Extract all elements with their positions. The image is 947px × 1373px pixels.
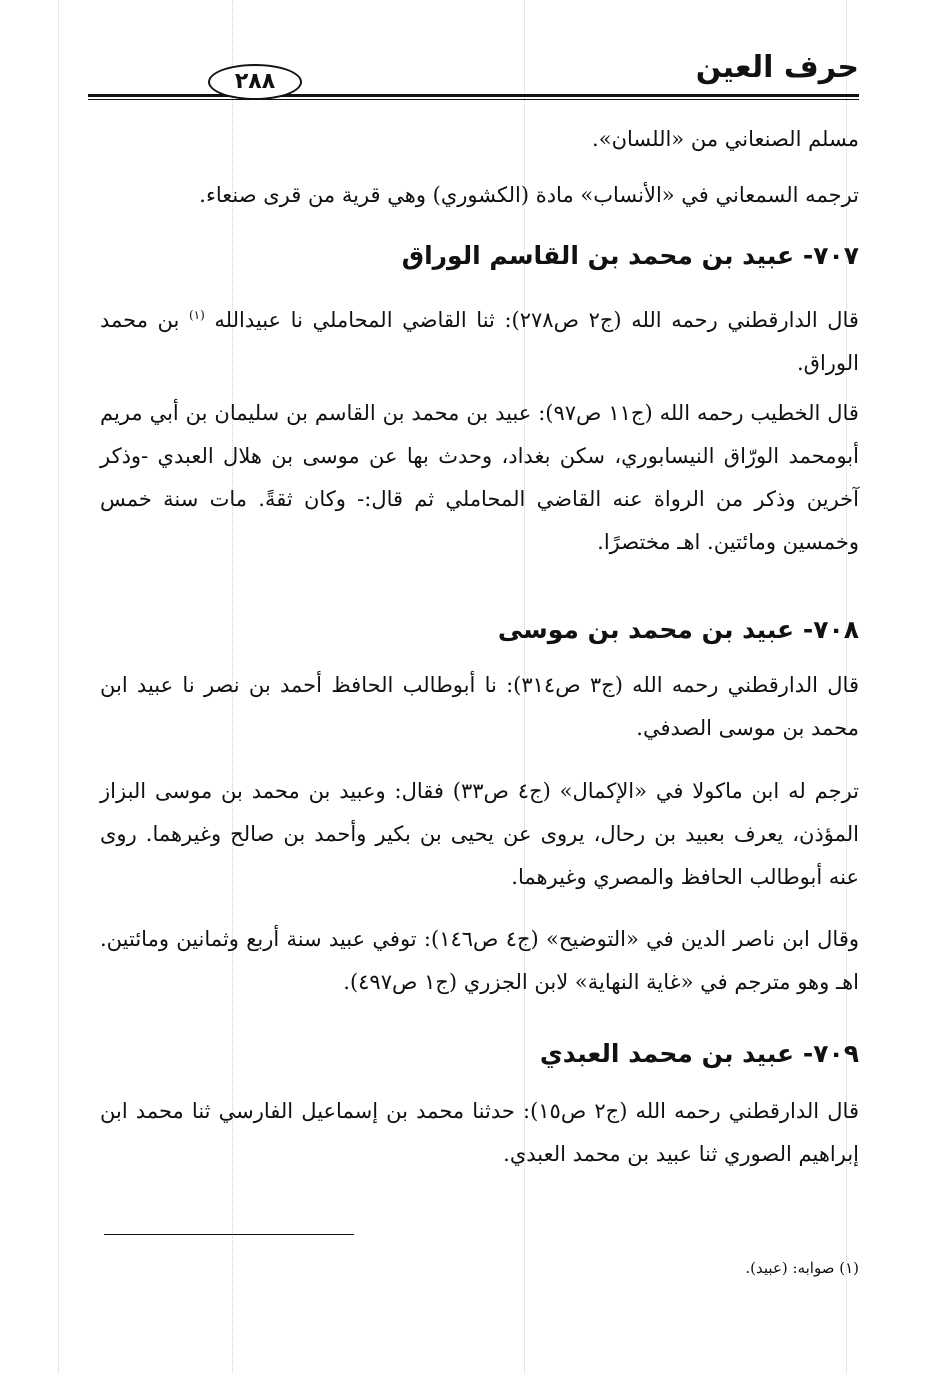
page-number: ٢٨٨	[208, 64, 302, 100]
paragraph: قال الدارقطني رحمه الله (ج٣ ص٣١٤): نا أبوطالب الحافظ أحمد بن نصر نا عبيد ابن محمد بن موسى الصدفي.	[100, 673, 859, 740]
chapter-title: حرف العين	[695, 50, 859, 85]
paragraph-text: قال الدارقطني رحمه الله (ج٢ ص٢٧٨): ثنا القاضي المحاملي نا عبيدالله	[214, 308, 859, 332]
entry-heading	[540, 1034, 859, 1074]
footnote-ref: (١)	[188, 308, 205, 322]
footnote: (١) صوابه: (عبيد).	[745, 1259, 859, 1277]
entry-title: عبيد بن محمد بن موسى	[497, 615, 795, 644]
paragraph-text: بن محمد الوراق.	[100, 308, 859, 375]
page-header	[88, 44, 859, 104]
paragraph: مسلم الصنعاني من «اللسان».	[592, 127, 859, 151]
entry-heading	[498, 610, 859, 650]
header-rule	[88, 94, 859, 97]
entry-number: ٧٠٨-	[802, 615, 859, 644]
header-rule-thin	[88, 99, 859, 100]
entry-heading	[402, 236, 859, 276]
paragraph	[100, 294, 859, 385]
footnote-separator	[104, 1234, 354, 1235]
paragraph: قال الدارقطني رحمه الله (ج٢ ص١٥): حدثنا محمد بن إسماعيل الفارسي ثنا محمد ابن إبراهيم الصوري ثنا عبيد بن محمد العبدي.	[100, 1099, 859, 1166]
paragraph: وقال ابن ناصر الدين في «التوضيح» (ج٤ ص١٤٦): توفي عبيد سنة أربع وثمانين ومائتين. اهـ وهو مترجم في «غاية النهاية» لابن الجزري (ج١ ص٤٩٧).	[100, 927, 859, 994]
entry-title: عبيد بن محمد بن القاسم الوراق	[401, 241, 795, 270]
entry-title: عبيد بن محمد العبدي	[539, 1039, 795, 1068]
entry-number: ٧٠٧-	[802, 241, 859, 270]
paragraph: ترجمه السمعاني في «الأنساب» مادة (الكشوري) وهي قرية من قرى صنعاء.	[199, 183, 859, 207]
paragraph: قال الخطيب رحمه الله (ج١١ ص٩٧): عبيد بن محمد بن القاسم بن سليمان بن أبي مريم أبومحمد الورّاق النيسابوري، سكن بغداد، وحدث بها عن موسى بن هلال العبدي -وذكر آخرين وذكر من الرواة عنه القاضي المحاملي ثم قال:- وكان ثقةً. مات سنة خمس وخمسين ومائتين. اهـ مختصرًا.	[100, 401, 859, 554]
entry-number: ٧٠٩-	[802, 1039, 859, 1068]
paragraph: ترجم له ابن ماكولا في «الإكمال» (ج٤ ص٣٣) فقال: وعبيد بن محمد بن موسى البزاز المؤذن، يعرف بعبيد بن رحال، يروى عن يحيى بن بكير وأحمد بن صالح وغيرهما. روى عنه أبوطالب الحافظ والمصري وغيرهما.	[100, 779, 860, 889]
